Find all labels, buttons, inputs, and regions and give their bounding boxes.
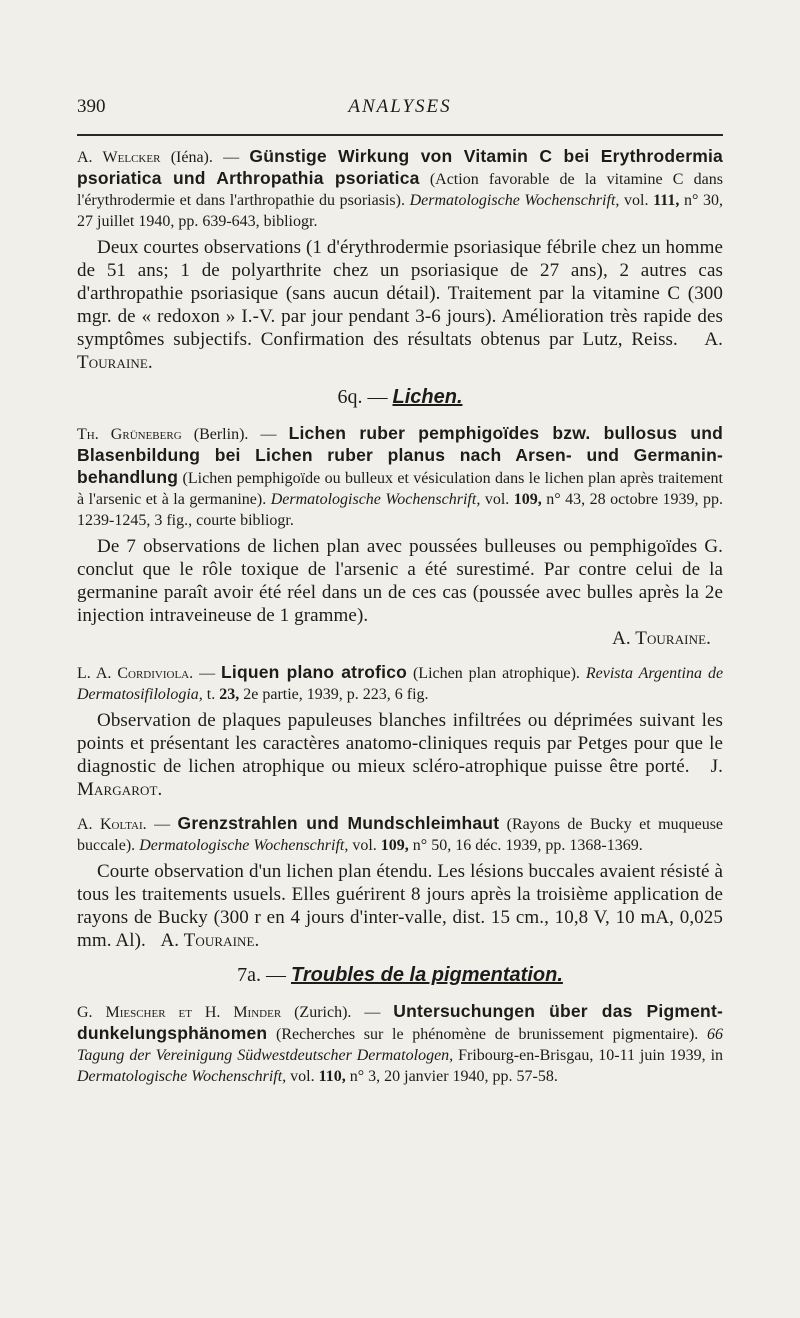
meeting: 66 Tagung der Vereinigung Südwestdeutscher Dermatologen,: [77, 1026, 724, 1064]
abstract-entry: [77, 813, 723, 952]
abstract-entry: [77, 146, 723, 374]
journal: Dermatologische Wochenschrift,: [77, 1068, 287, 1085]
journal: Revista Argentina de Dermatosifilologia,: [77, 665, 724, 703]
volume: 109,: [380, 837, 409, 854]
author: Th. Grüneberg: [77, 426, 182, 443]
page-number: 390: [77, 96, 106, 117]
signature: A. Touraine.: [77, 329, 723, 373]
place: —: [199, 665, 216, 682]
abstract-body: Courte observation d'un lichen plan étendu. Les lésions buccales avaient résisté à tous les traitements usuels. Elles guérirent 8 jours après la troisième application de rayons de Bucky (300 r en 4 jours d'inter-valle, dist. 15 cm., 10,8 V, 10 mA, 0,025 mm. Al).: [77, 861, 723, 951]
author: A. Welcker: [77, 149, 161, 166]
article-title: Lichen ruber pemphigoïdes bzw. bullosus und Blasenbildung bei Lichen ruber planus nach Arsen- und Germanin-behandlung: [77, 423, 723, 487]
vol-label: vol.: [624, 192, 649, 209]
abstract-text: [77, 860, 723, 952]
place: —: [154, 816, 171, 833]
signature: A. Touraine.: [612, 628, 711, 649]
abstract-text: [77, 535, 723, 627]
signature: A. Touraine.: [160, 930, 260, 951]
section-label: Lichen.: [392, 386, 463, 408]
author: G. Miescher et H. Minder: [77, 1004, 282, 1021]
abstract-entry: [77, 1001, 723, 1087]
translation: (Lichen pemphigoïde ou bulleux et vésiculation dans le lichen plan après traitement à l'arsenic et à la germanine).: [77, 470, 724, 508]
volume: 110,: [318, 1068, 346, 1085]
running-header: [77, 96, 723, 126]
signature: J. Margarot.: [77, 756, 723, 800]
abstract-text: [77, 236, 723, 374]
details: n° 43, 28 octobre 1939, pp. 1239-1245, 3 fig., courte bibliogr.: [77, 491, 724, 529]
place: (Iéna). —: [170, 149, 240, 166]
article-title: Untersuchungen über das Pigment-dunkelungsphänomen: [77, 1001, 724, 1043]
translation: (Action favorable de la vitamine C dans l'érythrodermie et dans l'arthropathie du psoriasis).: [77, 171, 724, 209]
section-number: 7a. —: [237, 964, 286, 986]
reference: [77, 662, 723, 705]
abstract-entry: [77, 423, 723, 650]
reference: [77, 146, 723, 232]
article-title: Grenzstrahlen und Mundschleimhaut: [177, 813, 500, 833]
place: (Berlin). —: [193, 426, 277, 443]
page-content: [77, 146, 723, 1099]
section-heading: [77, 386, 723, 409]
details: n° 30, 27 juillet 1940, pp. 639-643, bibliogr.: [77, 192, 724, 230]
vol-label: t.: [206, 686, 216, 703]
details: n° 3, 20 janvier 1940, pp. 57-58.: [349, 1068, 558, 1085]
vol-label: vol.: [290, 1068, 315, 1085]
signature-line: [77, 627, 723, 650]
journal: Dermatologische Wochenschrift,: [409, 192, 620, 209]
details: n° 50, 16 déc. 1939, pp. 1368-1369.: [412, 837, 643, 854]
translation: (Rayons de Bucky et muqueuse buccale).: [77, 816, 724, 854]
volume: 111,: [653, 192, 680, 209]
volume: 109,: [513, 491, 542, 508]
details: 2e partie, 1939, p. 223, 6 fig.: [243, 686, 429, 703]
vol-label: vol.: [352, 837, 377, 854]
abstract-body: Deux courtes observations (1 d'érythrodermie psoriasique fébrile chez un homme de 51 ans; 1 de polyarthrite chez un psoriasique de 27 ans), 2 autres cas d'arthropathie psoriasique (sans aucun détail). Traitement par la vitamine C (300 mgr. de « redoxon » I.-V. par jour pendant 3-6 jours). Amélioration très rapide des symptômes subjectifs. Confirmation des résultats obtenus par Lutz, Reiss.: [77, 237, 723, 350]
section-heading: [77, 964, 723, 987]
journal: Dermatologische Wochenschrift,: [270, 491, 481, 508]
header-rule: [77, 134, 723, 136]
article-title: Günstige Wirkung von Vitamin C bei Erythrodermia psoriatica und Arthropathia psoriatica: [77, 146, 723, 188]
author: A. Koltai.: [77, 816, 147, 833]
abstract-body: Observation de plaques papuleuses blanches infiltrées ou déprimées suivant les points et présentant les caractères anatomo-cliniques requis par Petges pour que le diagnostic de lichen atrophique ou mieux scléro-atrophique puisse être porté.: [77, 710, 723, 777]
abstract-text: [77, 709, 723, 801]
journal: Dermatologische Wochenschrift,: [139, 837, 349, 854]
author: L. A. Cordiviola.: [77, 665, 194, 682]
reference: [77, 1001, 723, 1087]
article-title: Liquen plano atrofico: [221, 662, 408, 682]
place: (Zurich). —: [294, 1004, 381, 1021]
translation: (Lichen plan atrophique).: [412, 665, 580, 682]
meeting-place: Fribourg-en-Brisgau, 10-11 juin 1939, in: [458, 1047, 724, 1064]
section-label: Troubles de la pigmentation.: [291, 964, 563, 986]
translation: (Recherches sur le phénomène de brunissement pigmentaire).: [276, 1026, 699, 1043]
reference: [77, 423, 723, 531]
volume: 23,: [219, 686, 240, 703]
abstract-body: De 7 observations de lichen plan avec poussées bulleuses ou pemphigoïdes G. conclut que le rôle toxique de l'arsenic a été surestimé. Par contre celui de la germanine paraît avoir été réel dans un de ces cas (poussée avec bulles après la 2e injection intraveineuse de 1 gramme).: [77, 536, 723, 626]
reference: [77, 813, 723, 856]
vol-label: vol.: [484, 491, 510, 508]
section-number: 6q. —: [337, 386, 388, 408]
running-title: ANALYSES: [348, 96, 452, 117]
abstract-entry: [77, 662, 723, 801]
